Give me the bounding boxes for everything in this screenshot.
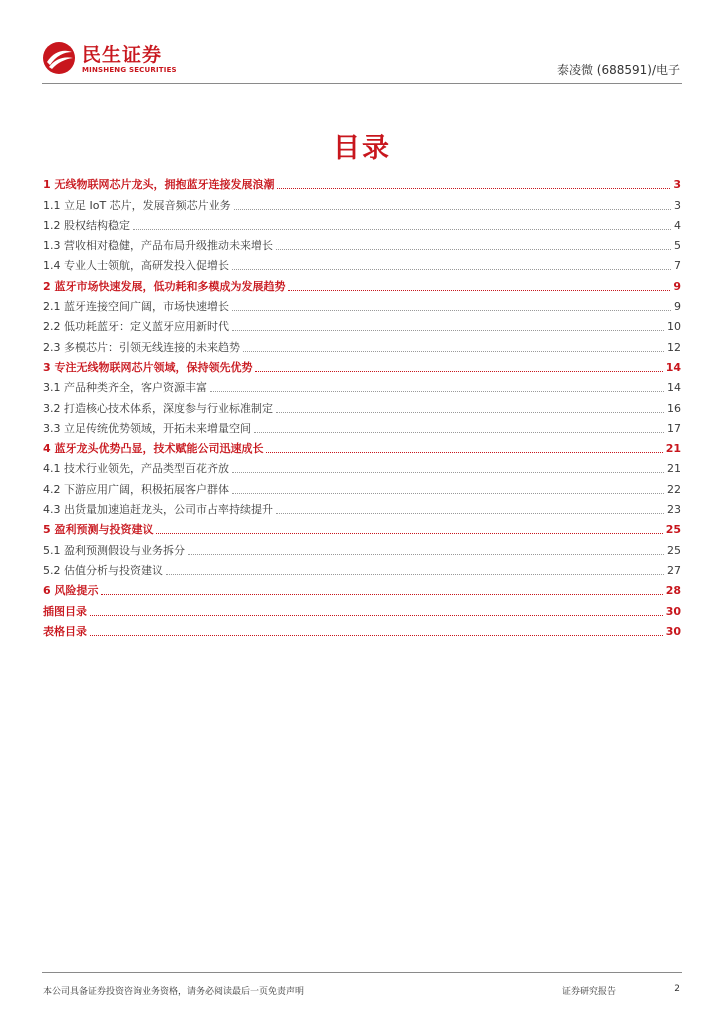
toc-leader-dots [90, 634, 663, 636]
toc-entry-page: 3 [673, 178, 681, 192]
toc-entry-title: 4 蓝牙龙头优势凸显，技术赋能公司迅速成长 [43, 442, 264, 456]
table-of-contents [43, 172, 681, 639]
toc-chapter-entry[interactable] [43, 578, 681, 598]
toc-leader-dots [232, 268, 671, 270]
toc-section-entry[interactable] [43, 558, 681, 578]
toc-entry-page: 17 [667, 421, 681, 435]
toc-entry-title: 3.1 产品种类齐全，客户资源丰富 [43, 381, 207, 395]
header-divider [42, 83, 682, 84]
toc-leader-dots [232, 309, 671, 311]
toc-entry-page: 25 [665, 523, 681, 537]
toc-entry-title: 1.4 专业人士领航，高研发投入促增长 [43, 259, 229, 273]
toc-chapter-entry[interactable] [43, 436, 681, 456]
toc-entry-page: 3 [674, 198, 681, 212]
footer-disclaimer: 本公司具备证券投资咨询业务资格，请务必阅读最后一页免责声明 [43, 987, 305, 997]
toc-section-entry[interactable] [43, 294, 681, 314]
document-reference: 泰凌微 (688591)/电子 [556, 63, 680, 77]
toc-leader-dots [90, 614, 663, 616]
logo-chinese-name: 民生证券 [82, 44, 163, 66]
toc-entry-page: 16 [667, 401, 681, 415]
toc-entry-page: 23 [667, 503, 681, 517]
toc-entry-page: 5 [674, 239, 681, 253]
toc-leader-dots [210, 390, 664, 392]
toc-section-entry[interactable] [43, 537, 681, 557]
toc-leader-dots [276, 512, 664, 514]
toc-entry-title: 表格目录 [43, 624, 87, 638]
toc-entry-page: 30 [665, 624, 681, 638]
toc-entry-page: 25 [667, 543, 681, 557]
toc-entry-title: 2.2 低功耗蓝牙：定义蓝牙应用新时代 [43, 320, 229, 334]
toc-section-entry[interactable] [43, 233, 681, 253]
toc-leader-dots [101, 593, 662, 595]
toc-section-entry[interactable] [43, 213, 681, 233]
toc-leader-dots [166, 573, 664, 575]
toc-leader-dots [255, 370, 662, 372]
toc-entry-page: 4 [674, 218, 681, 232]
toc-entry-title: 2.1 蓝牙连接空间广阔，市场快速增长 [43, 300, 229, 314]
toc-leader-dots [188, 553, 664, 555]
toc-section-entry[interactable] [43, 416, 681, 436]
toc-chapter-entry[interactable] [43, 172, 681, 192]
toc-leader-dots [276, 411, 664, 413]
toc-leader-dots [266, 451, 662, 453]
toc-entry-title: 5 盈利预测与投资建议 [43, 523, 154, 537]
toc-entry-page: 14 [665, 360, 681, 374]
toc-entry-title: 6 风险提示 [43, 584, 99, 598]
footer-report-type: 证券研究报告 [562, 987, 617, 997]
toc-entry-page: 21 [667, 462, 681, 476]
toc-entry-title: 1.2 股权结构稳定 [43, 218, 130, 232]
minsheng-logo-icon [42, 41, 76, 75]
toc-entry-page: 9 [673, 279, 681, 293]
toc-entry-page: 22 [667, 482, 681, 496]
toc-entry-page: 12 [667, 340, 681, 354]
toc-section-entry[interactable] [43, 253, 681, 273]
toc-entry-title: 2 蓝牙市场快速发展，低功耗和多模成为发展趋势 [43, 279, 286, 293]
toc-leader-dots [133, 228, 671, 230]
toc-entry-title: 3.3 立足传统优势领域，开拓未来增量空间 [43, 421, 251, 435]
toc-section-entry[interactable] [43, 476, 681, 496]
toc-entry-page: 27 [667, 563, 681, 577]
toc-section-entry[interactable] [43, 314, 681, 334]
toc-entry-title: 2.3 多模芯片：引领无线连接的未来趋势 [43, 340, 240, 354]
toc-section-entry[interactable] [43, 456, 681, 476]
toc-entry-title: 4.2 下游应用广阔，积极拓展客户群体 [43, 482, 229, 496]
toc-chapter-entry[interactable] [43, 273, 681, 293]
toc-leader-dots [254, 431, 664, 433]
footer-divider [42, 972, 682, 973]
toc-entry-title: 4.3 出货量加速追赶龙头，公司市占率持续提升 [43, 503, 273, 517]
toc-section-entry[interactable] [43, 375, 681, 395]
toc-leader-dots [232, 471, 664, 473]
toc-chapter-entry[interactable] [43, 598, 681, 618]
toc-leader-dots [232, 329, 664, 331]
toc-entry-page: 21 [665, 442, 681, 456]
toc-chapter-entry[interactable] [43, 355, 681, 375]
toc-entry-title: 1 无线物联网芯片龙头，拥抱蓝牙连接发展浪潮 [43, 178, 275, 192]
toc-entry-title: 5.2 估值分析与投资建议 [43, 563, 163, 577]
toc-entry-title: 5.1 盈利预测假设与业务拆分 [43, 543, 185, 557]
toc-entry-page: 30 [665, 604, 681, 618]
toc-entry-page: 9 [674, 300, 681, 314]
toc-leader-dots [288, 289, 670, 291]
toc-title: 目录 [333, 133, 391, 164]
toc-entry-page: 28 [665, 584, 681, 598]
toc-leader-dots [243, 350, 664, 352]
toc-section-entry[interactable] [43, 497, 681, 517]
page-header [0, 0, 724, 86]
toc-entry-page: 10 [667, 320, 681, 334]
toc-leader-dots [276, 248, 671, 250]
toc-chapter-entry[interactable] [43, 619, 681, 639]
toc-section-entry[interactable] [43, 192, 681, 212]
toc-entry-title: 1.1 立足 IoT 芯片，发展音频芯片业务 [43, 198, 231, 212]
toc-entry-title: 3 专注无线物联网芯片领域，保持领先优势 [43, 360, 253, 374]
toc-chapter-entry[interactable] [43, 517, 681, 537]
minsheng-logo [42, 38, 182, 78]
toc-entry-title: 1.3 营收相对稳健，产品布局升级推动未来增长 [43, 239, 273, 253]
toc-section-entry[interactable] [43, 334, 681, 354]
toc-leader-dots [232, 492, 664, 494]
logo-english-name: MINSHENG SECURITIES [82, 66, 177, 74]
toc-entry-title: 3.2 打造核心技术体系，深度参与行业标准制定 [43, 401, 273, 415]
toc-leader-dots [277, 187, 670, 189]
toc-entry-page: 7 [674, 259, 681, 273]
toc-leader-dots [156, 532, 662, 534]
toc-section-entry[interactable] [43, 395, 681, 415]
toc-entry-title: 插图目录 [43, 604, 87, 618]
toc-entry-title: 4.1 技术行业领先，产品类型百花齐放 [43, 462, 229, 476]
toc-leader-dots [234, 208, 671, 210]
toc-entry-page: 14 [667, 381, 681, 395]
page-number: 2 [674, 984, 680, 994]
